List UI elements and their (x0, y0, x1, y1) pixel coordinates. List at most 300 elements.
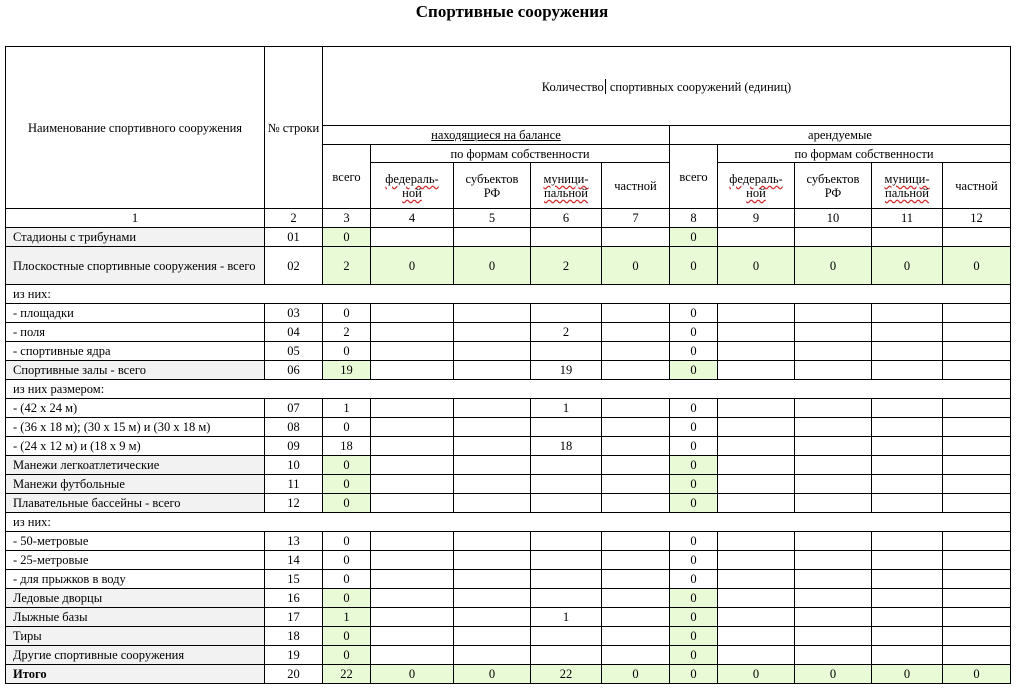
header-rented-text: арендуемые (808, 128, 872, 142)
page-title: Спортивные сооружения (415, 2, 609, 21)
col-number-cell: 8 (670, 209, 718, 228)
header-rented-ownership-cell (718, 145, 1011, 163)
value-cell (602, 589, 670, 608)
sports-facilities-table (5, 46, 1011, 684)
value-cell (718, 399, 795, 418)
value-cell (943, 532, 1011, 551)
row-name-cell: Лыжные базы (6, 608, 265, 627)
row-name-cell: Плавательные бассейны - всего (6, 494, 265, 513)
value-cell: 0 (323, 342, 371, 361)
table-row (6, 304, 1011, 323)
value-cell: 2 (531, 247, 602, 285)
row-name-cell: Ледовые дворцы (6, 589, 265, 608)
row-number-cell: 18 (265, 627, 323, 646)
value-cell (531, 627, 602, 646)
value-cell: 0 (323, 646, 371, 665)
row-name-cell: Другие спортивные сооружения (6, 646, 265, 665)
value-cell (602, 627, 670, 646)
value-cell: 0 (371, 247, 454, 285)
section-header-row (6, 513, 1011, 532)
value-cell (943, 570, 1011, 589)
row-number-cell: 02 (265, 247, 323, 285)
value-cell (602, 437, 670, 456)
value-cell (371, 228, 454, 247)
value-cell (371, 304, 454, 323)
value-cell (371, 323, 454, 342)
value-cell (872, 361, 943, 380)
header-balance-municipal-1: муници- (543, 171, 589, 186)
value-cell: 22 (323, 665, 371, 684)
header-name-text: Наименование спортивного сооружения (27, 120, 243, 135)
row-number-cell: 13 (265, 532, 323, 551)
value-cell: 0 (670, 304, 718, 323)
row-number-cell: 08 (265, 418, 323, 437)
value-cell (795, 323, 872, 342)
value-cell: 0 (323, 475, 371, 494)
value-cell (371, 627, 454, 646)
value-cell (718, 627, 795, 646)
value-cell (602, 551, 670, 570)
value-cell (531, 418, 602, 437)
table-row (6, 608, 1011, 627)
value-cell (371, 437, 454, 456)
value-cell: 2 (323, 247, 371, 285)
value-cell (371, 418, 454, 437)
value-cell (454, 532, 531, 551)
value-cell (531, 475, 602, 494)
value-cell (454, 437, 531, 456)
value-cell: 0 (670, 475, 718, 494)
value-cell (795, 228, 872, 247)
header-name-cell (6, 47, 265, 209)
header-row-number-text: № строки (267, 120, 320, 135)
header-rented-total-cell (670, 145, 718, 209)
value-cell (718, 228, 795, 247)
row-name-cell: Тиры (6, 627, 265, 646)
row-number-cell: 09 (265, 437, 323, 456)
value-cell (531, 342, 602, 361)
value-cell: 0 (943, 665, 1011, 684)
value-cell (371, 456, 454, 475)
value-cell (371, 361, 454, 380)
header-rented-private-text: частной (955, 178, 998, 193)
col-number-cell: 6 (531, 209, 602, 228)
value-cell (872, 437, 943, 456)
row-name-cell: - поля (6, 323, 265, 342)
value-cell (795, 437, 872, 456)
value-cell: 0 (454, 665, 531, 684)
value-cell (454, 475, 531, 494)
value-cell (371, 399, 454, 418)
value-cell (454, 646, 531, 665)
value-cell (454, 589, 531, 608)
value-cell (371, 475, 454, 494)
value-cell: 2 (531, 323, 602, 342)
row-name-cell: Манежи легкоатлетические (6, 456, 265, 475)
value-cell: 18 (323, 437, 371, 456)
value-cell (602, 361, 670, 380)
value-cell (371, 494, 454, 513)
col-number-cell: 3 (323, 209, 371, 228)
value-cell: 19 (531, 361, 602, 380)
table-row (6, 437, 1011, 456)
value-cell (531, 570, 602, 589)
value-cell (602, 323, 670, 342)
value-cell (795, 494, 872, 513)
value-cell: 0 (670, 589, 718, 608)
header-rented-subjects-1: субъектов (806, 171, 860, 186)
table-row (6, 418, 1011, 437)
value-cell (872, 304, 943, 323)
value-cell (872, 646, 943, 665)
value-cell: 0 (454, 247, 531, 285)
table-row (6, 342, 1011, 361)
col-number-cell: 4 (371, 209, 454, 228)
value-cell: 0 (670, 551, 718, 570)
value-cell: 0 (943, 247, 1011, 285)
value-cell (602, 475, 670, 494)
table-row (6, 323, 1011, 342)
value-cell (872, 608, 943, 627)
value-cell (718, 475, 795, 494)
value-cell (943, 228, 1011, 247)
value-cell (943, 342, 1011, 361)
row-name-cell: Стадионы с трибунами (6, 228, 265, 247)
value-cell: 0 (670, 228, 718, 247)
value-cell (872, 570, 943, 589)
value-cell (454, 399, 531, 418)
value-cell (718, 589, 795, 608)
header-quantity-left: Количество (541, 79, 604, 94)
section-header-row (6, 380, 1011, 399)
value-cell: 0 (602, 247, 670, 285)
value-cell: 0 (323, 627, 371, 646)
value-cell: 0 (371, 665, 454, 684)
text-cursor (605, 79, 606, 94)
value-cell (454, 304, 531, 323)
table-row (6, 494, 1011, 513)
value-cell (943, 646, 1011, 665)
value-cell (531, 304, 602, 323)
col-number-cell: 10 (795, 209, 872, 228)
value-cell (795, 418, 872, 437)
value-cell (371, 646, 454, 665)
col-number-cell: 9 (718, 209, 795, 228)
table-row (6, 589, 1011, 608)
row-number-cell: 10 (265, 456, 323, 475)
row-number-cell: 17 (265, 608, 323, 627)
value-cell (718, 532, 795, 551)
value-cell (943, 437, 1011, 456)
value-cell: 0 (670, 494, 718, 513)
value-cell (718, 456, 795, 475)
value-cell (795, 608, 872, 627)
value-cell: 0 (872, 247, 943, 285)
header-rented-subjects-cell (795, 163, 872, 209)
value-cell (602, 399, 670, 418)
value-cell (795, 570, 872, 589)
value-cell (795, 475, 872, 494)
value-cell: 0 (718, 665, 795, 684)
value-cell (602, 456, 670, 475)
header-balance-private-text: частной (614, 178, 657, 193)
value-cell (795, 361, 872, 380)
value-cell: 0 (670, 437, 718, 456)
row-name-cell: - (42 х 24 м) (6, 399, 265, 418)
value-cell (602, 342, 670, 361)
row-number-cell: 03 (265, 304, 323, 323)
row-number-cell: 12 (265, 494, 323, 513)
value-cell (718, 304, 795, 323)
row-name-cell: из них размером: (6, 380, 1011, 399)
value-cell: 0 (670, 532, 718, 551)
header-rented-federal-1: федераль- (729, 171, 783, 186)
value-cell: 2 (323, 323, 371, 342)
col-number-cell: 1 (6, 209, 265, 228)
value-cell (872, 418, 943, 437)
header-balance-ownership-text: по формам собственности (450, 146, 590, 161)
value-cell: 0 (323, 304, 371, 323)
row-number-cell: 07 (265, 399, 323, 418)
value-cell (531, 494, 602, 513)
header-balance-private-cell (602, 163, 670, 209)
value-cell: 0 (670, 361, 718, 380)
header-quantity-cell (323, 47, 1011, 126)
header-balance-federal-cell (371, 163, 454, 209)
row-name-cell: - (36 х 18 м); (30 х 15 м) и (30 х 18 м) (6, 418, 265, 437)
value-cell (795, 532, 872, 551)
header-rented-municipal-1: муници- (884, 171, 930, 186)
header-balance-federal-2: ной (402, 185, 422, 200)
value-cell (795, 646, 872, 665)
value-cell (943, 323, 1011, 342)
value-cell: 0 (670, 665, 718, 684)
table-row (6, 551, 1011, 570)
value-cell (531, 456, 602, 475)
value-cell (718, 437, 795, 456)
value-cell (718, 361, 795, 380)
value-cell (531, 551, 602, 570)
header-rented-cell (670, 126, 1011, 145)
header-quantity-right: спортивных сооружений (единиц) (609, 79, 792, 94)
value-cell (371, 342, 454, 361)
value-cell (872, 589, 943, 608)
value-cell (454, 608, 531, 627)
value-cell: 0 (670, 570, 718, 589)
value-cell (943, 361, 1011, 380)
value-cell (718, 323, 795, 342)
value-cell: 0 (795, 665, 872, 684)
table-row (6, 646, 1011, 665)
value-cell (795, 456, 872, 475)
header-rented-private-cell (943, 163, 1011, 209)
value-cell: 0 (323, 589, 371, 608)
value-cell (602, 646, 670, 665)
value-cell (454, 323, 531, 342)
value-cell (795, 304, 872, 323)
column-number-row (6, 209, 1011, 228)
value-cell: 0 (670, 342, 718, 361)
header-balance-ownership-cell (371, 145, 670, 163)
value-cell (943, 456, 1011, 475)
section-header-row (6, 285, 1011, 304)
value-cell: 0 (323, 494, 371, 513)
value-cell: 1 (531, 608, 602, 627)
value-cell: 0 (670, 323, 718, 342)
value-cell: 0 (670, 627, 718, 646)
row-number-cell: 16 (265, 589, 323, 608)
value-cell: 1 (323, 399, 371, 418)
row-name-cell: Плоскостные спортивные сооружения - всего (6, 247, 265, 285)
value-cell (602, 418, 670, 437)
header-balance-total-text: всего (332, 169, 361, 184)
table-row (6, 247, 1011, 285)
value-cell: 0 (670, 418, 718, 437)
table-row (6, 475, 1011, 494)
value-cell (371, 589, 454, 608)
value-cell (602, 570, 670, 589)
value-cell (872, 551, 943, 570)
value-cell: 0 (670, 456, 718, 475)
row-name-cell: - (24 х 12 м) и (18 х 9 м) (6, 437, 265, 456)
header-rented-federal-cell (718, 163, 795, 209)
row-name-cell: Спортивные залы - всего (6, 361, 265, 380)
header-rented-municipal-cell (872, 163, 943, 209)
value-cell (872, 475, 943, 494)
row-number-cell: 06 (265, 361, 323, 380)
row-name-cell: - для прыжков в воду (6, 570, 265, 589)
value-cell (718, 418, 795, 437)
value-cell (943, 627, 1011, 646)
row-number-cell: 14 (265, 551, 323, 570)
header-balance-municipal-cell (531, 163, 602, 209)
value-cell (454, 228, 531, 247)
value-cell (371, 570, 454, 589)
col-number-cell: 2 (265, 209, 323, 228)
value-cell (454, 361, 531, 380)
value-cell (872, 494, 943, 513)
row-number-cell: 15 (265, 570, 323, 589)
header-on-balance-text: находящиеся на балансе (431, 128, 561, 142)
header-rented-total-text: всего (679, 169, 708, 184)
header-balance-municipal-2: пальной (544, 185, 588, 200)
value-cell: 0 (323, 551, 371, 570)
value-cell (795, 589, 872, 608)
value-cell (454, 342, 531, 361)
value-cell: 1 (531, 399, 602, 418)
value-cell (454, 456, 531, 475)
header-rented-municipal-2: пальной (885, 185, 929, 200)
value-cell (454, 494, 531, 513)
row-number-cell: 11 (265, 475, 323, 494)
row-number-cell: 04 (265, 323, 323, 342)
table-row (6, 532, 1011, 551)
sports-facilities-table-container (5, 46, 1011, 684)
value-cell (872, 342, 943, 361)
value-cell: 19 (323, 361, 371, 380)
value-cell (602, 532, 670, 551)
value-cell (872, 228, 943, 247)
value-cell: 0 (795, 247, 872, 285)
value-cell (872, 399, 943, 418)
value-cell (718, 551, 795, 570)
row-name-cell: Манежи футбольные (6, 475, 265, 494)
value-cell (795, 342, 872, 361)
table-row (6, 570, 1011, 589)
row-number-cell: 20 (265, 665, 323, 684)
value-cell (943, 608, 1011, 627)
header-rented-ownership-text: по формам собственности (794, 146, 934, 161)
value-cell (454, 551, 531, 570)
value-cell (531, 589, 602, 608)
col-number-cell: 11 (872, 209, 943, 228)
table-body (6, 47, 1011, 684)
value-cell (371, 532, 454, 551)
value-cell (602, 608, 670, 627)
value-cell (795, 399, 872, 418)
header-rented-federal-2: ной (746, 185, 766, 200)
row-name-cell: - площадки (6, 304, 265, 323)
value-cell (718, 608, 795, 627)
value-cell: 0 (670, 646, 718, 665)
col-number-cell: 7 (602, 209, 670, 228)
row-number-cell: 19 (265, 646, 323, 665)
value-cell (454, 418, 531, 437)
header-on-balance-cell (323, 126, 670, 145)
value-cell (454, 627, 531, 646)
value-cell (371, 551, 454, 570)
header-balance-subjects-2: РФ (483, 185, 501, 200)
value-cell (943, 589, 1011, 608)
value-cell: 0 (718, 247, 795, 285)
value-cell (943, 304, 1011, 323)
header-balance-federal-1: федераль- (385, 171, 439, 186)
row-name-cell: Итого (6, 665, 265, 684)
value-cell (718, 646, 795, 665)
row-number-cell: 01 (265, 228, 323, 247)
table-row (6, 361, 1011, 380)
table-row (6, 399, 1011, 418)
value-cell: 0 (670, 247, 718, 285)
value-cell: 0 (323, 418, 371, 437)
value-cell (943, 551, 1011, 570)
row-name-cell: - 25-метровые (6, 551, 265, 570)
value-cell: 0 (670, 608, 718, 627)
header-balance-subjects-1: субъектов (465, 171, 519, 186)
value-cell (795, 627, 872, 646)
value-cell (531, 532, 602, 551)
table-row (6, 456, 1011, 475)
value-cell: 0 (323, 532, 371, 551)
value-cell (943, 399, 1011, 418)
value-cell (872, 456, 943, 475)
table-row (6, 627, 1011, 646)
row-name-cell: из них: (6, 513, 1011, 532)
value-cell (454, 570, 531, 589)
value-cell: 1 (323, 608, 371, 627)
value-cell (872, 627, 943, 646)
header-balance-total-cell (323, 145, 371, 209)
value-cell (943, 475, 1011, 494)
value-cell: 0 (872, 665, 943, 684)
value-cell (718, 342, 795, 361)
value-cell (602, 304, 670, 323)
value-cell (872, 323, 943, 342)
value-cell: 0 (670, 399, 718, 418)
header-rented-subjects-2: РФ (824, 185, 842, 200)
value-cell: 18 (531, 437, 602, 456)
value-cell (872, 532, 943, 551)
